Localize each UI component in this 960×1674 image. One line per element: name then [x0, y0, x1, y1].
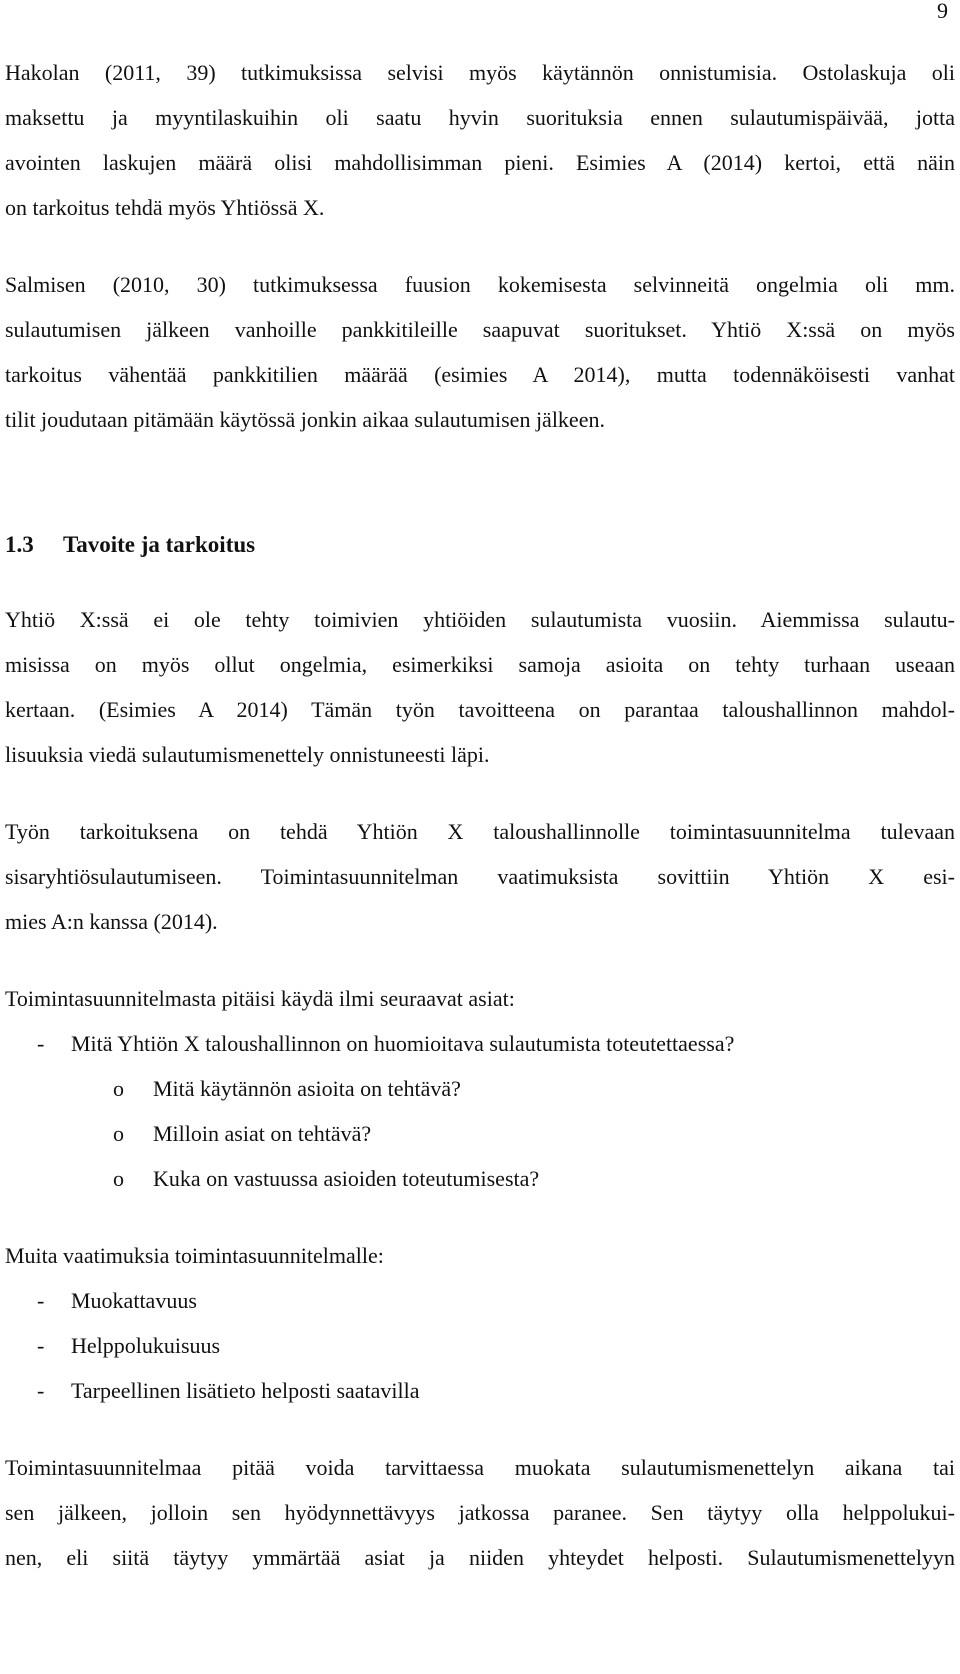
list-item [5, 1021, 955, 1066]
paragraph-purpose [5, 809, 955, 944]
requirements-list-section [5, 976, 955, 1201]
paragraph-hakola [5, 50, 955, 230]
section-number: 1.3 [5, 532, 34, 557]
text-line: lisuuksia viedä sulautumismenettely onnistuneesti läpi. [5, 742, 490, 767]
dash-bullet: - [37, 1031, 45, 1056]
text-line: tarkoitus vähentää pankkitilien määrää (esimies A 2014), mutta todennäköisesti vanhat [5, 362, 955, 387]
list-item [5, 1323, 955, 1368]
list-item [5, 1368, 955, 1413]
list-item-text: Helppolukuisuus [71, 1333, 221, 1358]
paragraph-background [5, 597, 955, 777]
page-number: 9 [937, 0, 948, 23]
text-line: nen, eli siitä täytyy ymmärtää asiat ja niiden yhteydet helposti. Sulautumismenettelyyn [5, 1545, 955, 1570]
section-heading [5, 522, 955, 567]
paragraph-modifiability [5, 1445, 955, 1580]
text-line: sulautumisen jälkeen vanhoille pankkitileille saapuvat suoritukset. Yhtiö X:ssä on myös [5, 317, 955, 342]
section-title: Tavoite ja tarkoitus [63, 532, 256, 557]
sub-list-item [5, 1156, 955, 1201]
text-line: Työn tarkoituksena on tehdä Yhtiön X taloushallinnolle toimintasuunnitelma tulevaan [5, 819, 955, 844]
list-intro: Muita vaatimuksia toimintasuunnitelmalle: [5, 1243, 384, 1268]
dash-bullet: - [37, 1333, 45, 1358]
text-line: sisaryhtiösulautumiseen. Toimintasuunnitelman vaatimuksista sovittiin Yhtiön X esi- [5, 864, 955, 889]
sub-list-item [5, 1111, 955, 1156]
text-line: mies A:n kanssa (2014). [5, 909, 218, 934]
list-item [5, 1278, 955, 1323]
text-line: avointen laskujen määrä olisi mahdollisimman pieni. Esimies A (2014) kertoi, että näin [5, 150, 955, 175]
list-item-text: Milloin asiat on tehtävä? [153, 1121, 372, 1146]
circle-bullet: o [113, 1121, 124, 1146]
list-item-text: Tarpeellinen lisätieto helposti saatavilla [71, 1378, 420, 1403]
text-line: sen jälkeen, jolloin sen hyödynnettävyys jatkossa paranee. Sen täytyy olla helppolukui- [5, 1500, 955, 1525]
other-requirements-list [5, 1278, 955, 1413]
text-line: tilit joudutaan pitämään käytössä jonkin aikaa sulautumisen jälkeen. [5, 407, 605, 432]
paragraph-salminen [5, 262, 955, 442]
list-item-text: Muokattavuus [71, 1288, 197, 1313]
list-item-text: Mitä Yhtiön X taloushallinnon on huomioitava sulautumista toteutettaessa? [71, 1031, 735, 1056]
text-line: Hakolan (2011, 39) tutkimuksissa selvisi myös käytännön onnistumisia. Ostolaskuja oli [5, 60, 955, 85]
text-line: on tarkoitus tehdä myös Yhtiössä X. [5, 195, 325, 220]
text-line: misissa on myös ollut ongelmia, esimerkiksi samoja asioita on tehty turhaan useaan [5, 652, 955, 677]
text-line: kertaan. (Esimies A 2014) Tämän työn tavoitteena on parantaa taloushallinnon mahdol- [5, 697, 955, 722]
document-body [5, 50, 955, 1580]
list-intro: Toimintasuunnitelmasta pitäisi käydä ilmi seuraavat asiat: [5, 986, 515, 1011]
circle-bullet: o [113, 1166, 124, 1191]
list-item-text: Kuka on vastuussa asioiden toteutumisesta? [153, 1166, 540, 1191]
list-item-text: Mitä käytännön asioita on tehtävä? [153, 1076, 461, 1101]
text-line: Toimintasuunnitelmaa pitää voida tarvittaessa muokata sulautumismenettelyn aikana tai [5, 1455, 955, 1480]
dash-bullet: - [37, 1378, 45, 1403]
requirements-list [5, 1021, 955, 1201]
text-line: Yhtiö X:ssä ei ole tehty toimivien yhtiöiden sulautumista vuosiin. Aiemmissa sulautu- [5, 607, 955, 632]
sub-list-item [5, 1066, 955, 1111]
circle-bullet: o [113, 1076, 124, 1101]
dash-bullet: - [37, 1288, 45, 1313]
text-line: maksettu ja myyntilaskuihin oli saatu hyvin suorituksia ennen sulautumispäivää, jotta [5, 105, 955, 130]
other-requirements-section [5, 1233, 955, 1413]
text-line: Salmisen (2010, 30) tutkimuksessa fuusion kokemisesta selvinneitä ongelmia oli mm. [5, 272, 955, 297]
